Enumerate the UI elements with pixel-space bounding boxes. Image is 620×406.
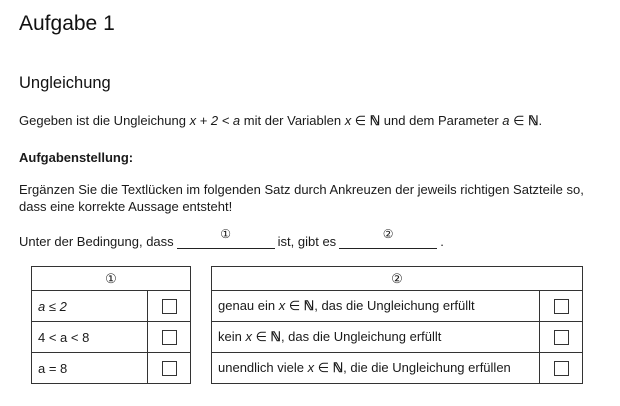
option-label: 4 < a < 8 (32, 322, 148, 353)
options-table-2 (211, 266, 583, 384)
variable-x: x (344, 113, 352, 128)
instruction-line-2: dass eine korrekte Aussage entsteht! (19, 199, 233, 214)
variable-x: x (307, 360, 315, 375)
task-label: Aufgabenstellung: (19, 150, 134, 165)
gap-2 (339, 227, 437, 249)
options-table-1 (31, 266, 191, 384)
option-label (212, 291, 540, 322)
table-2-header: ② (212, 267, 583, 291)
table-row (212, 353, 583, 384)
gap-1-marker: ① (220, 227, 232, 241)
given-mid2: und dem Parameter (380, 113, 503, 128)
variable-x: x (278, 298, 286, 313)
gap-sentence (19, 227, 444, 249)
gap-2-marker: ② (382, 227, 394, 241)
natural-numbers-symbol: ℕ (369, 113, 381, 128)
sentence-part-2: ist, gibt es (277, 234, 337, 249)
option-checkbox[interactable] (162, 361, 177, 376)
natural-numbers-symbol: ℕ (332, 360, 344, 375)
element-of-symbol: ∈ (314, 360, 333, 375)
task-title: Aufgabe 1 (19, 12, 115, 35)
gap-1 (177, 227, 275, 249)
instruction-line-1: Ergänzen Sie die Textlücken im folgenden Satz durch Ankreuzen der jeweils richtigen Satzteile so, (19, 182, 584, 197)
option-text: unendlich viele (218, 360, 308, 375)
option-text: genau ein (218, 298, 279, 313)
element-of-symbol: ∈ (351, 113, 370, 128)
option-checkbox[interactable] (554, 361, 569, 376)
table-row (212, 322, 583, 353)
parameter-a: a (502, 113, 510, 128)
option-label (212, 322, 540, 353)
sentence-part-1: Unter der Bedingung, dass (19, 234, 174, 249)
option-text: , die die Ungleichung erfüllen (343, 360, 511, 375)
given-suffix: . (538, 113, 543, 128)
variable-x: x (245, 329, 252, 344)
element-of-symbol: ∈ (285, 298, 304, 313)
element-of-symbol: ∈ (509, 113, 529, 128)
option-text: , das die Ungleichung erfüllt (280, 329, 442, 344)
option-checkbox[interactable] (554, 299, 569, 314)
table-row (32, 322, 191, 353)
option-text: kein (218, 329, 246, 344)
given-prefix: Gegeben ist die Ungleichung (19, 113, 190, 128)
option-text: , das die Ungleichung erfüllt (314, 298, 475, 313)
option-checkbox[interactable] (162, 299, 177, 314)
given-mid1: mit der Variablen (240, 113, 345, 128)
option-label: a ≤ 2 (32, 291, 148, 322)
option-label: a = 8 (32, 353, 148, 384)
given-statement (19, 113, 542, 129)
table-row (212, 291, 583, 322)
natural-numbers-symbol: ℕ (303, 298, 315, 313)
option-label (212, 353, 540, 384)
sentence-part-3: . (440, 234, 444, 249)
option-checkbox[interactable] (162, 330, 177, 345)
natural-numbers-symbol: ℕ (270, 329, 281, 344)
natural-numbers-symbol: ℕ (528, 113, 539, 128)
option-checkbox[interactable] (554, 330, 569, 345)
element-of-symbol: ∈ (251, 329, 271, 344)
inequality: x + 2 < a (189, 113, 241, 128)
table-row (32, 353, 191, 384)
task-subtitle: Ungleichung (19, 74, 111, 92)
table-row (32, 291, 191, 322)
table-1-header: ① (32, 267, 191, 291)
